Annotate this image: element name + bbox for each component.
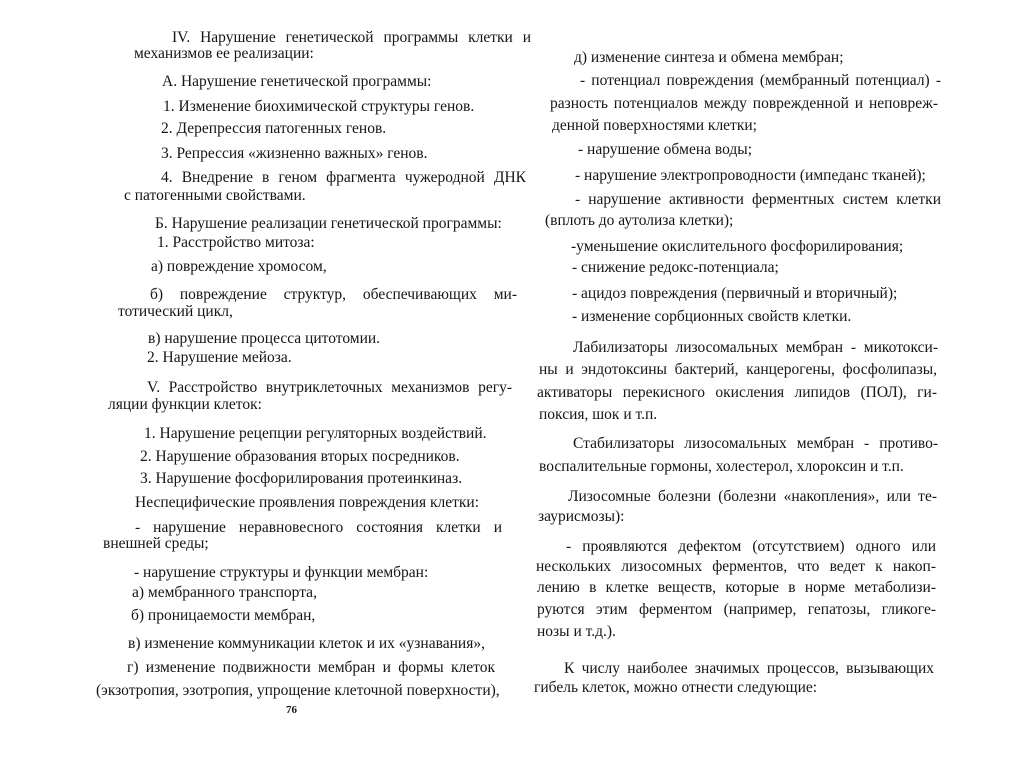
list-item: 2. Нарушение мейоза. (147, 349, 292, 366)
list-item: в) изменение коммуникации клеток и их «узнавания», (128, 635, 485, 652)
paragraph-line: Лизосомные болезни (болезни «накопления», или те- (568, 488, 937, 505)
list-item: - нарушение неравновесного состояния клетки и (135, 519, 502, 536)
list-item: 1. Нарушение рецепции регуляторных воздействий. (144, 425, 487, 442)
list-item-cont: внешней среды; (103, 535, 209, 552)
paragraph-line: К числу наиболее значимых процессов, вызывающих (564, 660, 934, 677)
list-item: - нарушение электропроводности (импеданс тканей); (575, 167, 926, 184)
paragraph-line: руются этим ферментом (например, гепатозы, гликоге- (537, 601, 936, 618)
list-item: в) нарушение процесса цитотомии. (148, 330, 381, 347)
paragraph-line: гибель клеток, можно отнести следующие: (534, 679, 818, 696)
paragraph-line: воспалительные гормоны, холестерол, хлороксин и т.п. (539, 458, 904, 475)
list-item-cont: разность потенциалов между поврежденной и неповреж- (550, 95, 938, 112)
list-item: б) проницаемости мембран, (131, 607, 316, 624)
list-item: - ацидоз повреждения (первичный и вторичный); (572, 285, 898, 302)
list-item: 1. Расстройство митоза: (157, 234, 315, 251)
list-item: а) повреждение хромосом, (151, 258, 327, 275)
list-item-cont: с патогенными свойствами. (124, 187, 306, 204)
paragraph-line: - проявляются дефектом (отсутствием) одного или (566, 538, 936, 555)
paragraph-line: активаторы перекисного окисления липидов (ПОЛ), ги- (537, 384, 937, 401)
list-item: б) повреждение структур, обеспечивающих ми- (150, 286, 517, 303)
page-number: 76 (286, 704, 297, 716)
list-item-cont: (экзотропия, эзотропия, упрощение клеточной поверхности), (96, 682, 500, 699)
paragraph-line: Лабилизаторы лизосомальных мембран - микотокси- (573, 339, 938, 356)
paragraph-line: поксия, шок и т.п. (539, 406, 658, 423)
list-item: г) изменение подвижности мембран и формы клеток (127, 659, 495, 676)
list-item: - потенциал повреждения (мембранный потенциал) - (580, 72, 941, 89)
paragraph-line: заурисмозы): (538, 508, 625, 525)
list-item: 4. Внедрение в геном фрагмента чужеродной ДНК (161, 169, 526, 186)
list-item: 3. Нарушение фосфорилирования протеинкиназ. (140, 470, 463, 487)
paragraph-line: лению в клетке веществ, которые в норме метаболизи- (537, 579, 936, 596)
list-item: - нарушение обмена воды; (578, 141, 753, 158)
list-item-cont: денной поверхностями клетки; (552, 117, 757, 134)
paragraph-line: Стабилизаторы лизосомальных мембран - противо- (573, 435, 938, 452)
list-item: 3. Репрессия «жизненно важных» генов. (161, 145, 428, 162)
list-item: 1. Изменение биохимической структуры генов. (163, 98, 475, 115)
list-item: - нарушение активности ферментных систем клетки (575, 191, 941, 208)
list-item: а) мембранного транспорта, (132, 584, 317, 601)
list-item: - нарушение структуры и функции мембран: (134, 564, 429, 581)
subsection-b-heading: Б. Нарушение реализации генетической программы: (155, 215, 502, 232)
list-item-cont: тотический цикл, (118, 303, 233, 320)
section-v-heading-cont: ляции функции клеток: (108, 396, 262, 413)
list-item: 2. Нарушение образования вторых посредников. (140, 448, 460, 465)
section-iv-heading-cont: механизмов ее реализации: (134, 45, 314, 62)
nonspecific-heading: Неспецифические проявления повреждения клетки: (135, 494, 480, 511)
list-item: д) изменение синтеза и обмена мембран; (574, 49, 844, 66)
list-item: - снижение редокс-потенциала; (572, 259, 779, 276)
subsection-a-heading: А. Нарушение генетической программы: (162, 73, 432, 90)
paragraph-line: нозы и т.д.). (537, 623, 616, 640)
list-item-cont: (вплоть до аутолиза клетки); (545, 212, 734, 229)
list-item: - изменение сорбционных свойств клетки. (572, 308, 852, 325)
section-v-heading: V. Расстройство внутриклеточных механизмов регу- (147, 379, 512, 396)
paragraph-line: нескольких лизосомных ферментов, что ведет к накоп- (536, 558, 936, 575)
section-iv-heading: IV. Нарушение генетической программы клетки и (172, 29, 531, 46)
paragraph-line: ны и эндотоксины бактерий, канцерогены, фосфолипазы, (539, 361, 937, 378)
list-item: 2. Дерепрессия патогенных генов. (161, 120, 387, 137)
list-item: -уменьшение окислительного фосфорилирования; (571, 238, 904, 255)
